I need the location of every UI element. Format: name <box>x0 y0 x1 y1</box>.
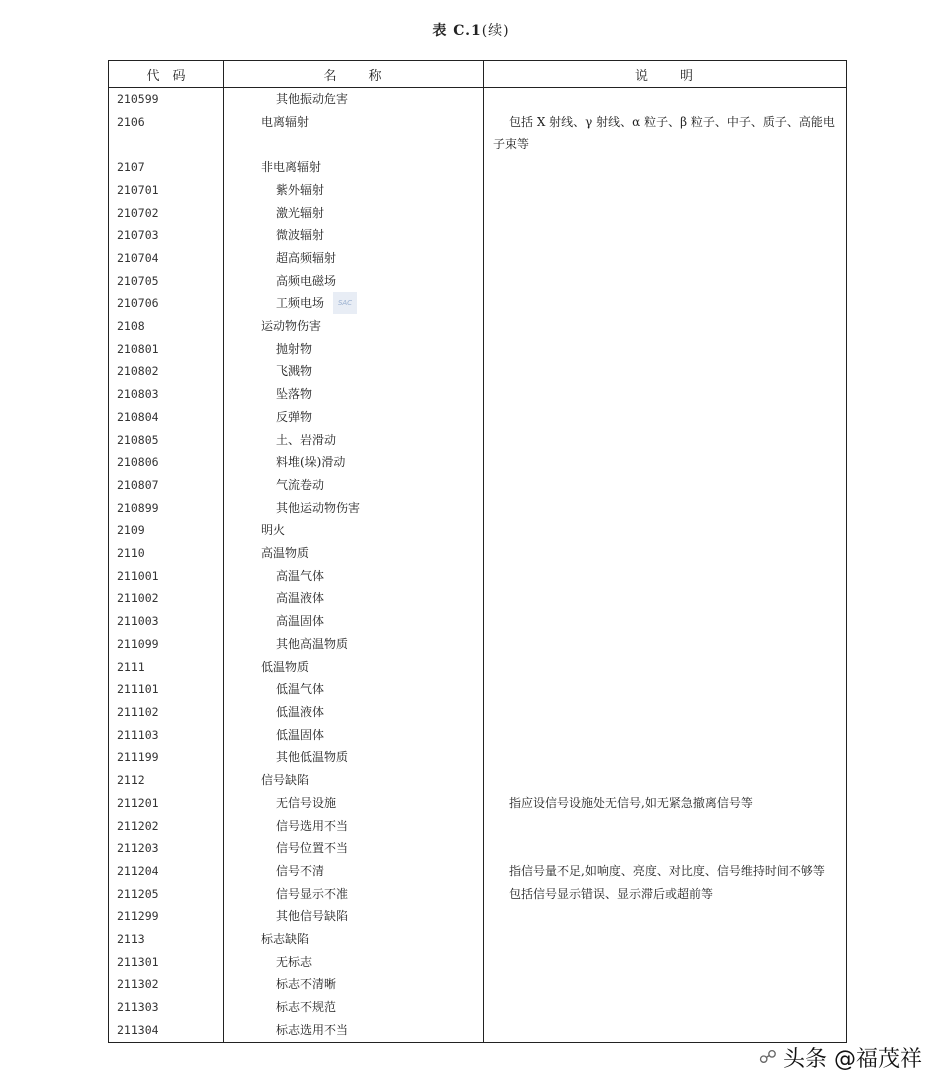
row-code: 210802 <box>109 360 224 383</box>
row-code: 211299 <box>109 905 224 928</box>
row-name: 其他低温物质 <box>224 746 484 769</box>
table-row <box>109 860 847 883</box>
row-code: 210806 <box>109 451 224 474</box>
row-name: 激光辐射 <box>224 202 484 225</box>
row-description <box>484 179 847 202</box>
table-row <box>109 451 847 474</box>
table-header-row <box>109 61 847 88</box>
row-name: 其他运动物伤害 <box>224 497 484 520</box>
row-code: 211205 <box>109 883 224 906</box>
row-description <box>484 202 847 225</box>
row-name: 信号缺陷 <box>224 769 484 792</box>
row-description <box>484 451 847 474</box>
row-code: 211103 <box>109 724 224 747</box>
row-name: 低温液体 <box>224 701 484 724</box>
row-code: 211201 <box>109 792 224 815</box>
row-description: 包括信号显示错误、显示滞后或超前等 <box>484 883 847 906</box>
row-description <box>484 338 847 361</box>
table-row <box>109 406 847 429</box>
row-code: 210599 <box>109 88 224 111</box>
row-code: 210801 <box>109 338 224 361</box>
row-description <box>484 701 847 724</box>
table-row <box>109 610 847 633</box>
row-code: 210705 <box>109 270 224 293</box>
table-row <box>109 769 847 792</box>
table-row <box>109 996 847 1019</box>
row-code: 211203 <box>109 837 224 860</box>
row-name: 低温气体 <box>224 678 484 701</box>
table-row <box>109 701 847 724</box>
table-row <box>109 928 847 951</box>
table-row <box>109 973 847 996</box>
row-code: 2106 <box>109 111 224 156</box>
row-code: 210706 <box>109 292 224 315</box>
row-description <box>484 610 847 633</box>
header-description: 说 明 <box>484 61 847 88</box>
row-name: 运动物伤害 <box>224 315 484 338</box>
row-description <box>484 247 847 270</box>
table-body <box>109 88 847 1043</box>
row-code: 211202 <box>109 815 224 838</box>
row-code: 2107 <box>109 156 224 179</box>
row-code: 211099 <box>109 633 224 656</box>
row-description <box>484 497 847 520</box>
row-description <box>484 383 847 406</box>
row-description <box>484 837 847 860</box>
row-name: 抛射物 <box>224 338 484 361</box>
row-name: 无信号设施 <box>224 792 484 815</box>
row-code: 210704 <box>109 247 224 270</box>
table-row <box>109 247 847 270</box>
row-description: 指应设信号设施处无信号,如无紧急撤离信号等 <box>484 792 847 815</box>
row-name: 其他信号缺陷 <box>224 905 484 928</box>
row-name: 标志缺陷 <box>224 928 484 951</box>
row-description <box>484 519 847 542</box>
table-row <box>109 224 847 247</box>
row-code: 2109 <box>109 519 224 542</box>
row-description <box>484 474 847 497</box>
table-row <box>109 383 847 406</box>
row-name: 高温物质 <box>224 542 484 565</box>
row-code: 211001 <box>109 565 224 588</box>
row-name: 高频电磁场 <box>224 270 484 293</box>
row-description <box>484 360 847 383</box>
row-description: 包括 X 射线、γ 射线、α 粒子、β 粒子、中子、质子、高能电子束等 <box>484 111 847 156</box>
row-name: 信号显示不准 <box>224 883 484 906</box>
row-name: 信号选用不当 <box>224 815 484 838</box>
row-name: 非电离辐射 <box>224 156 484 179</box>
row-name: 信号位置不当 <box>224 837 484 860</box>
watermark <box>759 1042 922 1073</box>
table-row <box>109 837 847 860</box>
row-name: 低温物质 <box>224 656 484 679</box>
header-name: 名 称 <box>224 61 484 88</box>
table-row <box>109 565 847 588</box>
row-description <box>484 951 847 974</box>
row-description <box>484 270 847 293</box>
row-description <box>484 406 847 429</box>
row-name: 其他振动危害 <box>224 88 484 111</box>
wechat-icon: ☍ <box>758 1047 777 1068</box>
row-code: 2112 <box>109 769 224 792</box>
row-name: 低温固体 <box>224 724 484 747</box>
row-code: 211199 <box>109 746 224 769</box>
row-description <box>484 1019 847 1042</box>
table-row <box>109 270 847 293</box>
row-code: 210899 <box>109 497 224 520</box>
table-row <box>109 292 847 315</box>
row-code: 2113 <box>109 928 224 951</box>
row-name: 工频电场 <box>224 292 484 315</box>
header-code: 代 码 <box>109 61 224 88</box>
row-description <box>484 973 847 996</box>
row-code: 210803 <box>109 383 224 406</box>
watermark-text: 头条 @福茂祥 <box>783 1047 922 1072</box>
table-row <box>109 429 847 452</box>
row-description <box>484 815 847 838</box>
row-description <box>484 292 847 315</box>
row-name: 标志不清晰 <box>224 973 484 996</box>
table-row <box>109 746 847 769</box>
table-row <box>109 315 847 338</box>
table-row <box>109 883 847 906</box>
row-name: 土、岩滑动 <box>224 429 484 452</box>
row-description <box>484 542 847 565</box>
row-code: 210701 <box>109 179 224 202</box>
row-description <box>484 587 847 610</box>
row-name: 高温固体 <box>224 610 484 633</box>
table-row <box>109 338 847 361</box>
row-description <box>484 678 847 701</box>
row-code: 211302 <box>109 973 224 996</box>
row-name: 其他高温物质 <box>224 633 484 656</box>
row-code: 211301 <box>109 951 224 974</box>
row-name: 标志不规范 <box>224 996 484 1019</box>
row-name: 明火 <box>224 519 484 542</box>
row-description <box>484 905 847 928</box>
row-code: 211102 <box>109 701 224 724</box>
table-row <box>109 111 847 156</box>
table-row <box>109 587 847 610</box>
table-row <box>109 360 847 383</box>
hazard-code-table <box>108 60 847 1043</box>
row-code: 210805 <box>109 429 224 452</box>
row-description: 指信号量不足,如响度、亮度、对比度、信号维持时间不够等 <box>484 860 847 883</box>
row-code: 2110 <box>109 542 224 565</box>
row-description <box>484 928 847 951</box>
row-name: 反弹物 <box>224 406 484 429</box>
table-row <box>109 474 847 497</box>
row-code: 211303 <box>109 996 224 1019</box>
table-row <box>109 542 847 565</box>
row-name: 无标志 <box>224 951 484 974</box>
row-description <box>484 769 847 792</box>
row-code: 211101 <box>109 678 224 701</box>
row-description <box>484 656 847 679</box>
table-row <box>109 951 847 974</box>
sac-stamp: SAC <box>333 292 357 314</box>
row-code: 2111 <box>109 656 224 679</box>
row-name: 飞溅物 <box>224 360 484 383</box>
row-name: 信号不清 <box>224 860 484 883</box>
row-name: 气流卷动 <box>224 474 484 497</box>
row-description <box>484 315 847 338</box>
row-name: 电离辐射 <box>224 111 484 156</box>
row-code: 211002 <box>109 587 224 610</box>
table-row <box>109 156 847 179</box>
table-row <box>109 88 847 111</box>
row-name: 微波辐射 <box>224 224 484 247</box>
row-description <box>484 156 847 179</box>
row-description <box>484 429 847 452</box>
row-code: 211304 <box>109 1019 224 1042</box>
row-code: 2108 <box>109 315 224 338</box>
table-row <box>109 815 847 838</box>
row-name: 高温气体 <box>224 565 484 588</box>
row-code: 210703 <box>109 224 224 247</box>
table-title-label: 表 C.1 <box>432 23 482 39</box>
row-name: 紫外辐射 <box>224 179 484 202</box>
table-row <box>109 1019 847 1042</box>
table-row <box>109 519 847 542</box>
row-name: 料堆(垛)滑动 <box>224 451 484 474</box>
table-row <box>109 179 847 202</box>
table-row <box>109 678 847 701</box>
table-row <box>109 905 847 928</box>
table-row <box>109 792 847 815</box>
row-name: 标志选用不当 <box>224 1019 484 1042</box>
row-name: 坠落物 <box>224 383 484 406</box>
row-name: 高温液体 <box>224 587 484 610</box>
row-code: 210807 <box>109 474 224 497</box>
row-description <box>484 633 847 656</box>
table-row <box>109 633 847 656</box>
table-row <box>109 202 847 225</box>
row-code: 211204 <box>109 860 224 883</box>
table-row <box>109 497 847 520</box>
row-description <box>484 996 847 1019</box>
row-description <box>484 746 847 769</box>
table-title <box>0 20 942 40</box>
row-description <box>484 724 847 747</box>
row-description <box>484 565 847 588</box>
table-row <box>109 724 847 747</box>
row-code: 210804 <box>109 406 224 429</box>
row-description <box>484 224 847 247</box>
row-code: 210702 <box>109 202 224 225</box>
row-description <box>484 88 847 111</box>
row-name: 超高频辐射 <box>224 247 484 270</box>
table-title-suffix: (续) <box>481 23 510 39</box>
row-code: 211003 <box>109 610 224 633</box>
table-row <box>109 656 847 679</box>
